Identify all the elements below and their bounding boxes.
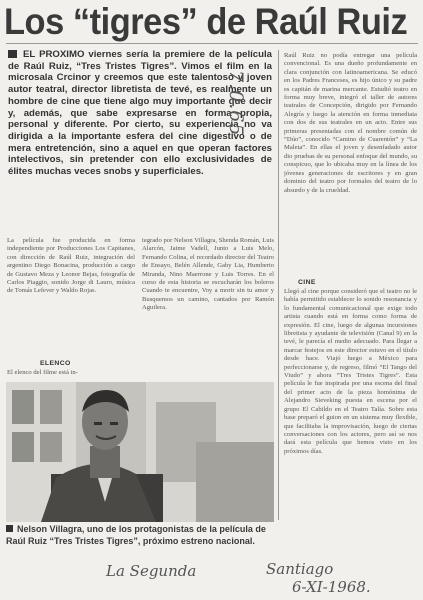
column-divider	[278, 50, 279, 520]
photo-illustration	[6, 382, 274, 522]
lead-text: EL PROXIMO viernes sería la premiere de la película de Raúl Ruiz, “Tres Tristes Tigres”. Vimos el film en la microsala Crcinor y creemos que este talentoso y joven autor teatral, director libretista de tevé, es realmente un hombre de cine que tiene algo muy importante que decir y, además, que sabe expresarse en forma propia, personal y diferente. Por cierto, su experiencia no va dirigida a la importante esfera del cine digestivo o de mera entretención, sino a aquel en que operan factores intelectivos, sin pretender con ello exclusividades de élites muchas veces snobs y superficiales.	[8, 49, 272, 178]
handwritten-source: La Segunda	[106, 562, 197, 580]
middle-column-text: tegrado por Nelson Villagra, Shenda Román, Luis Alarcón, Jaime Vadell, Junto a Luis Melo, Fernando Colina, el recordado director del Teatro de Ensayo, Belén Allende, Gaby Lia, Humberto Miranda, Nino Maerrone y Luis Torres. En el curso de esta historia se escucharán los boleros Cuando te encuentre, Voy a morir sin tu amor y Busquemos un camino, cantados por Ramón Aguilera.	[142, 237, 274, 312]
article-headline: Los “tigres” de Raúl Ruiz	[4, 1, 408, 42]
left-column-continued	[7, 369, 135, 379]
handwritten-city: Santiago	[266, 560, 334, 578]
photo-caption	[6, 524, 274, 547]
margin-handwritten-date: 7.0.65	[225, 70, 247, 137]
article-photo	[6, 382, 274, 522]
photo-caption-text: Nelson Villagra, uno de los protagonistas de la película de Raúl Ruiz “Tres Tristes Tigres”, próximo estreno nacional.	[6, 524, 266, 546]
right-column-subhead: CINE	[298, 279, 316, 286]
right-column-continued-text: Llegó al cine porque consideró que el teatro no le había permitido establecer lo sonido resonancia y lo fundamental comunicacional que exige todo artista cuando está en forma como forma de expresión. El cine, luego de algunas incursiones libretista y ayudante de televisión (Canal 9) en la tevé, le parecía el medio adecuado. Para llegar a marcar festejos en este director estuvo en el título desde hace. Viajó luego a México para perfeccionarse y, de regreso, filmó “El Tango del Viudo” y ahora “Tres Tristes Tigres”. Esta película le fue inspirada por una escena del final del primer acto de la pieza homónima de Alejandro Sieveking puesta en escena por el grupo El Cabildo en el Teatro Talía. Sobre esta base preparó el guion en un sistema muy flexible, que facilitaba la improvisación, luego de ciertas conversaciones con los actores, pero así se nos dará esta película que hemos visto en los próximos días.	[284, 288, 417, 455]
caption-bullet	[6, 525, 13, 532]
headline-rule	[6, 43, 418, 44]
lead-bullet	[8, 50, 17, 58]
right-column-continued	[284, 288, 417, 558]
right-column	[284, 52, 417, 277]
right-column-text: Raúl Ruiz no podía entregar una película convencional. Es una dueño profundamente en clara conjunción con latinoamericana. Se educó en los Padres Franceses, es hijo único y su padre es capitán de marina mercante. Estudió teatro en forma muy breve, integró el taller de autores teatrales de Concepción, dirigido por Fernando Alegría y luego la atención en forma inmediata con dos de sus teatrales en un acto. Entre sus primeras presentadas con el nombre común de “Dúo”, conocido “Camino de Cuarentón” y “La Maleta”. En ellas el joven y desenfadado autor dio pruebas de su personal enfoque del mundo, su conspicuo, que lo ubicaba muy en la línea de los jóvenes generaciones de escritores y en gran dominio del teatro por formales del teatro de lo absurdo y de la crueldad.	[284, 52, 417, 194]
left-column-subhead: ELENCO	[40, 360, 71, 367]
middle-column	[142, 237, 274, 379]
left-column-text: La película fue producida en forma independiente por Producciones Los Capitanes, con dirección de Raúl Ruiz, integración del argentino Diego Bonacina, producción a cargo de Gustavo Meza y Leonor Bejas, fotografía de Carlos Piaggio, sonido Jorge di Lauro, música de Tomás Lefever y Waldo Rojas.	[7, 237, 135, 295]
handwritten-date: 6-XI-1968.	[292, 578, 371, 596]
left-column-continued-text: El elenco del filme está in-	[7, 369, 78, 376]
left-column	[7, 237, 135, 295]
